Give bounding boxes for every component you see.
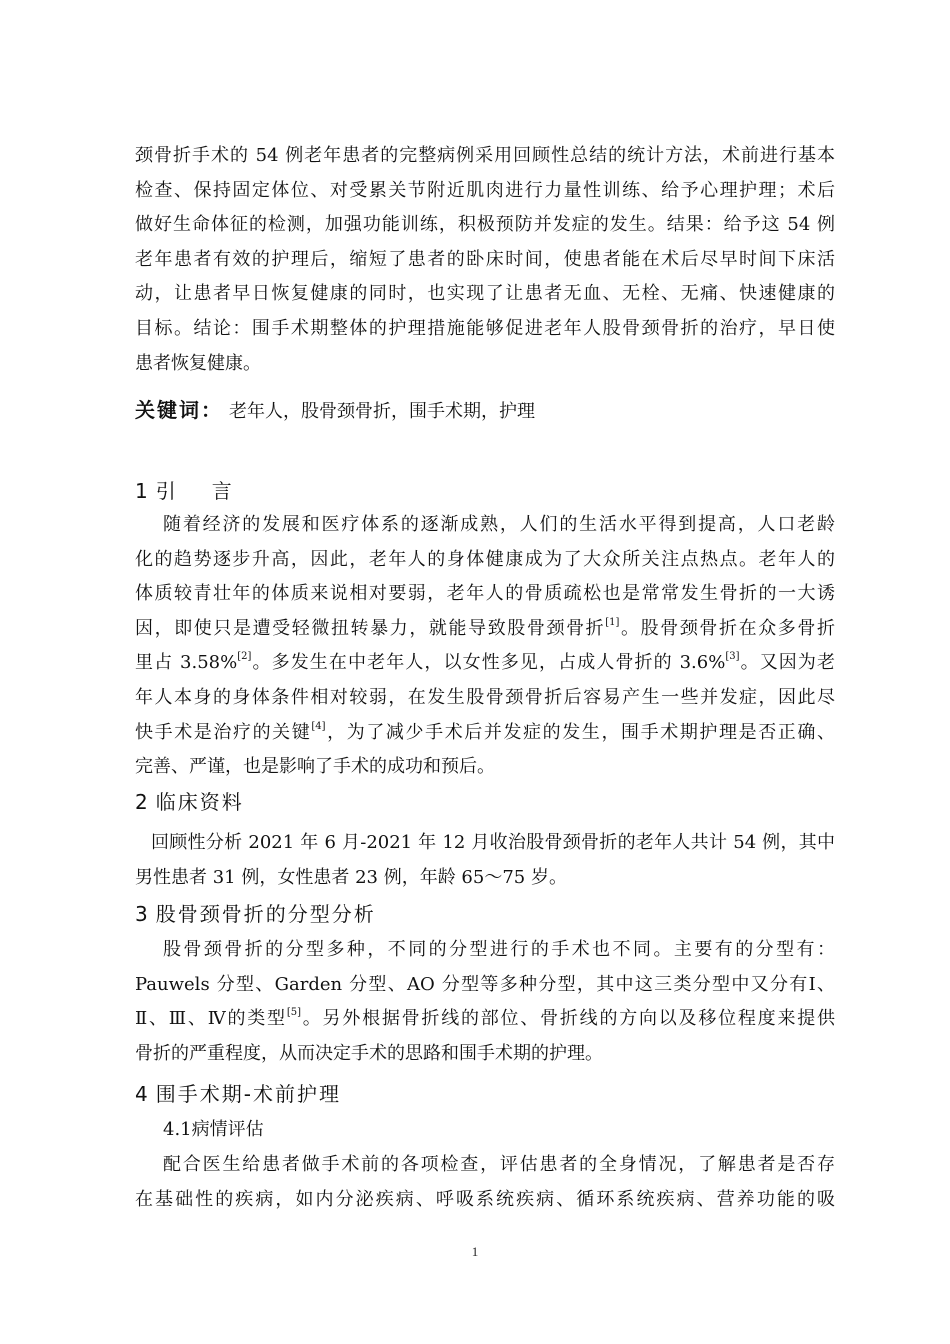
abstract-line: 检查、保持固定体位、对受累关节附近肌肉进行力量性训练、给予心理护理；术后 [135, 179, 835, 201]
line-text: 随着经济的发展和医疗体系的逐渐成熟，人们的生活水平得到提高，人口老龄 [163, 514, 835, 535]
condition-assessment-paragraph [135, 1148, 835, 1217]
line-text: 股骨颈骨折的分型多种，不同的分型进行的手术也不同。主要有的分型有： [163, 939, 835, 960]
keywords [135, 393, 835, 427]
paragraph-line: 男性患者 31 例，女性患者 23 例，年龄 65～75 岁。 [135, 866, 567, 888]
paragraph-line [135, 968, 835, 1003]
line-text: 因，即使只是遭受轻微扭转暴力，就能导致股骨颈骨折 [135, 617, 606, 639]
paragraph-line [135, 543, 835, 578]
section-heading-introduction [135, 474, 835, 508]
paragraph-line: 回顾性分析 2021 年 6 月-2021 年 12 月收治股骨颈骨折的老年人共计 54 例，其中 [151, 832, 835, 853]
line-text: 里占 3.58% [135, 652, 238, 674]
abstract-paragraph [135, 139, 835, 381]
line-text: 。股骨颈骨折在众多骨折 [619, 617, 835, 639]
section-title: 引 言 [155, 479, 240, 503]
paragraph-line [135, 681, 835, 716]
line-text: 快手术是治疗的关键 [135, 721, 312, 743]
paragraph-line [135, 933, 835, 968]
line-text: 。多发生在中老年人，以女性多见，占成人骨折的 3.6% [251, 652, 726, 674]
section-heading-clinical-data [135, 785, 835, 819]
line-text: 完善、严谨，也是影响了手术的成功和预后。 [135, 756, 495, 778]
line-text: 体质较青壮年的体质来说相对要弱，老年人的骨质疏松也是常常发生骨折的一大诱 [135, 583, 835, 605]
line-text: 年人本身的身体条件相对较弱，在发生股骨颈骨折后容易产生一些并发症，因此尽 [135, 686, 835, 708]
line-text: 骨折的严重程度，从而决定手术的思路和围手术期的护理。 [135, 1042, 603, 1064]
line-text: ，为了减少手术后并发症的发生，围手术期护理是否正确、 [325, 721, 836, 743]
paragraph-line [135, 646, 835, 681]
line-text: 。又因为老 [739, 652, 835, 674]
subsection-heading-condition-assessment: 4.1病情评估 [163, 1119, 264, 1140]
citation-ref: [4] [311, 720, 326, 732]
paragraph-line: 配合医生给患者做手术前的各项检查，评估患者的全身情况，了解患者是否存 [163, 1154, 835, 1175]
paragraph-line [135, 508, 835, 543]
introduction-paragraph [135, 508, 835, 785]
paragraph-line [135, 716, 835, 751]
paragraph-line [135, 1002, 835, 1037]
citation-ref: [5] [286, 1007, 301, 1019]
section-number: 4 [135, 1082, 148, 1106]
section-title: 围手术期-术前护理 [155, 1082, 341, 1106]
classification-paragraph [135, 933, 835, 1071]
citation-ref: [1] [605, 616, 620, 628]
abstract-line: 动，让患者早日恢复健康的同时，也实现了让患者无血、无栓、无痛、快速健康的 [135, 283, 835, 305]
section-title: 临床资料 [155, 790, 244, 814]
abstract-line: 老年患者有效的护理后，缩短了患者的卧床时间，使患者能在术后尽早时间下床活 [135, 248, 835, 270]
page-number: 1 [471, 1244, 479, 1259]
paragraph-line [135, 750, 835, 785]
paragraph-line [135, 577, 835, 612]
line-text: 。另外根据骨折线的部位、骨折线的方向以及移位程度来提供 [300, 1008, 836, 1030]
citation-ref: [3] [725, 651, 740, 663]
abstract-line: 目标。结论：围手术期整体的护理措施能够促进老年人股骨颈骨折的治疗，早日使 [135, 317, 835, 339]
paragraph-line: 在基础性的疾病，如内分泌疾病、呼吸系统疾病、循环系统疾病、营养功能的吸 [135, 1188, 835, 1210]
section-title: 股骨颈骨折的分型分析 [155, 902, 376, 926]
section-number: 2 [135, 790, 148, 814]
keywords-value: 老年人，股骨颈骨折，围手术期，护理 [229, 401, 535, 422]
section-heading-preoperative-care [135, 1077, 835, 1111]
line-text: 化的趋势逐步升高，因此，老年人的身体健康成为了大众所关注点热点。老年人的 [135, 548, 835, 570]
paragraph-line [135, 1037, 835, 1072]
paragraph-line [135, 612, 835, 647]
clinical-data-paragraph [135, 826, 835, 895]
citation-ref: [2] [237, 651, 252, 663]
abstract-line: 做好生命体征的检测，加强功能训练，积极预防并发症的发生。结果：给予这 54 例 [135, 214, 835, 236]
abstract-line: 颈骨折手术的 54 例老年患者的完整病例采用回顾性总结的统计方法，术前进行基本 [135, 145, 835, 166]
keywords-label: 关键词： [135, 398, 223, 422]
line-text: Pauwels 分型、Garden 分型、AO 分型等多种分型，其中这三类分型中又分有Ⅰ、 [135, 973, 835, 995]
section-number: 3 [135, 902, 148, 926]
abstract-line: 患者恢复健康。 [135, 352, 261, 374]
line-text: Ⅱ、Ⅲ、Ⅳ的类型 [135, 1008, 287, 1030]
section-heading-classification [135, 897, 835, 931]
section-number: 1 [135, 479, 148, 503]
